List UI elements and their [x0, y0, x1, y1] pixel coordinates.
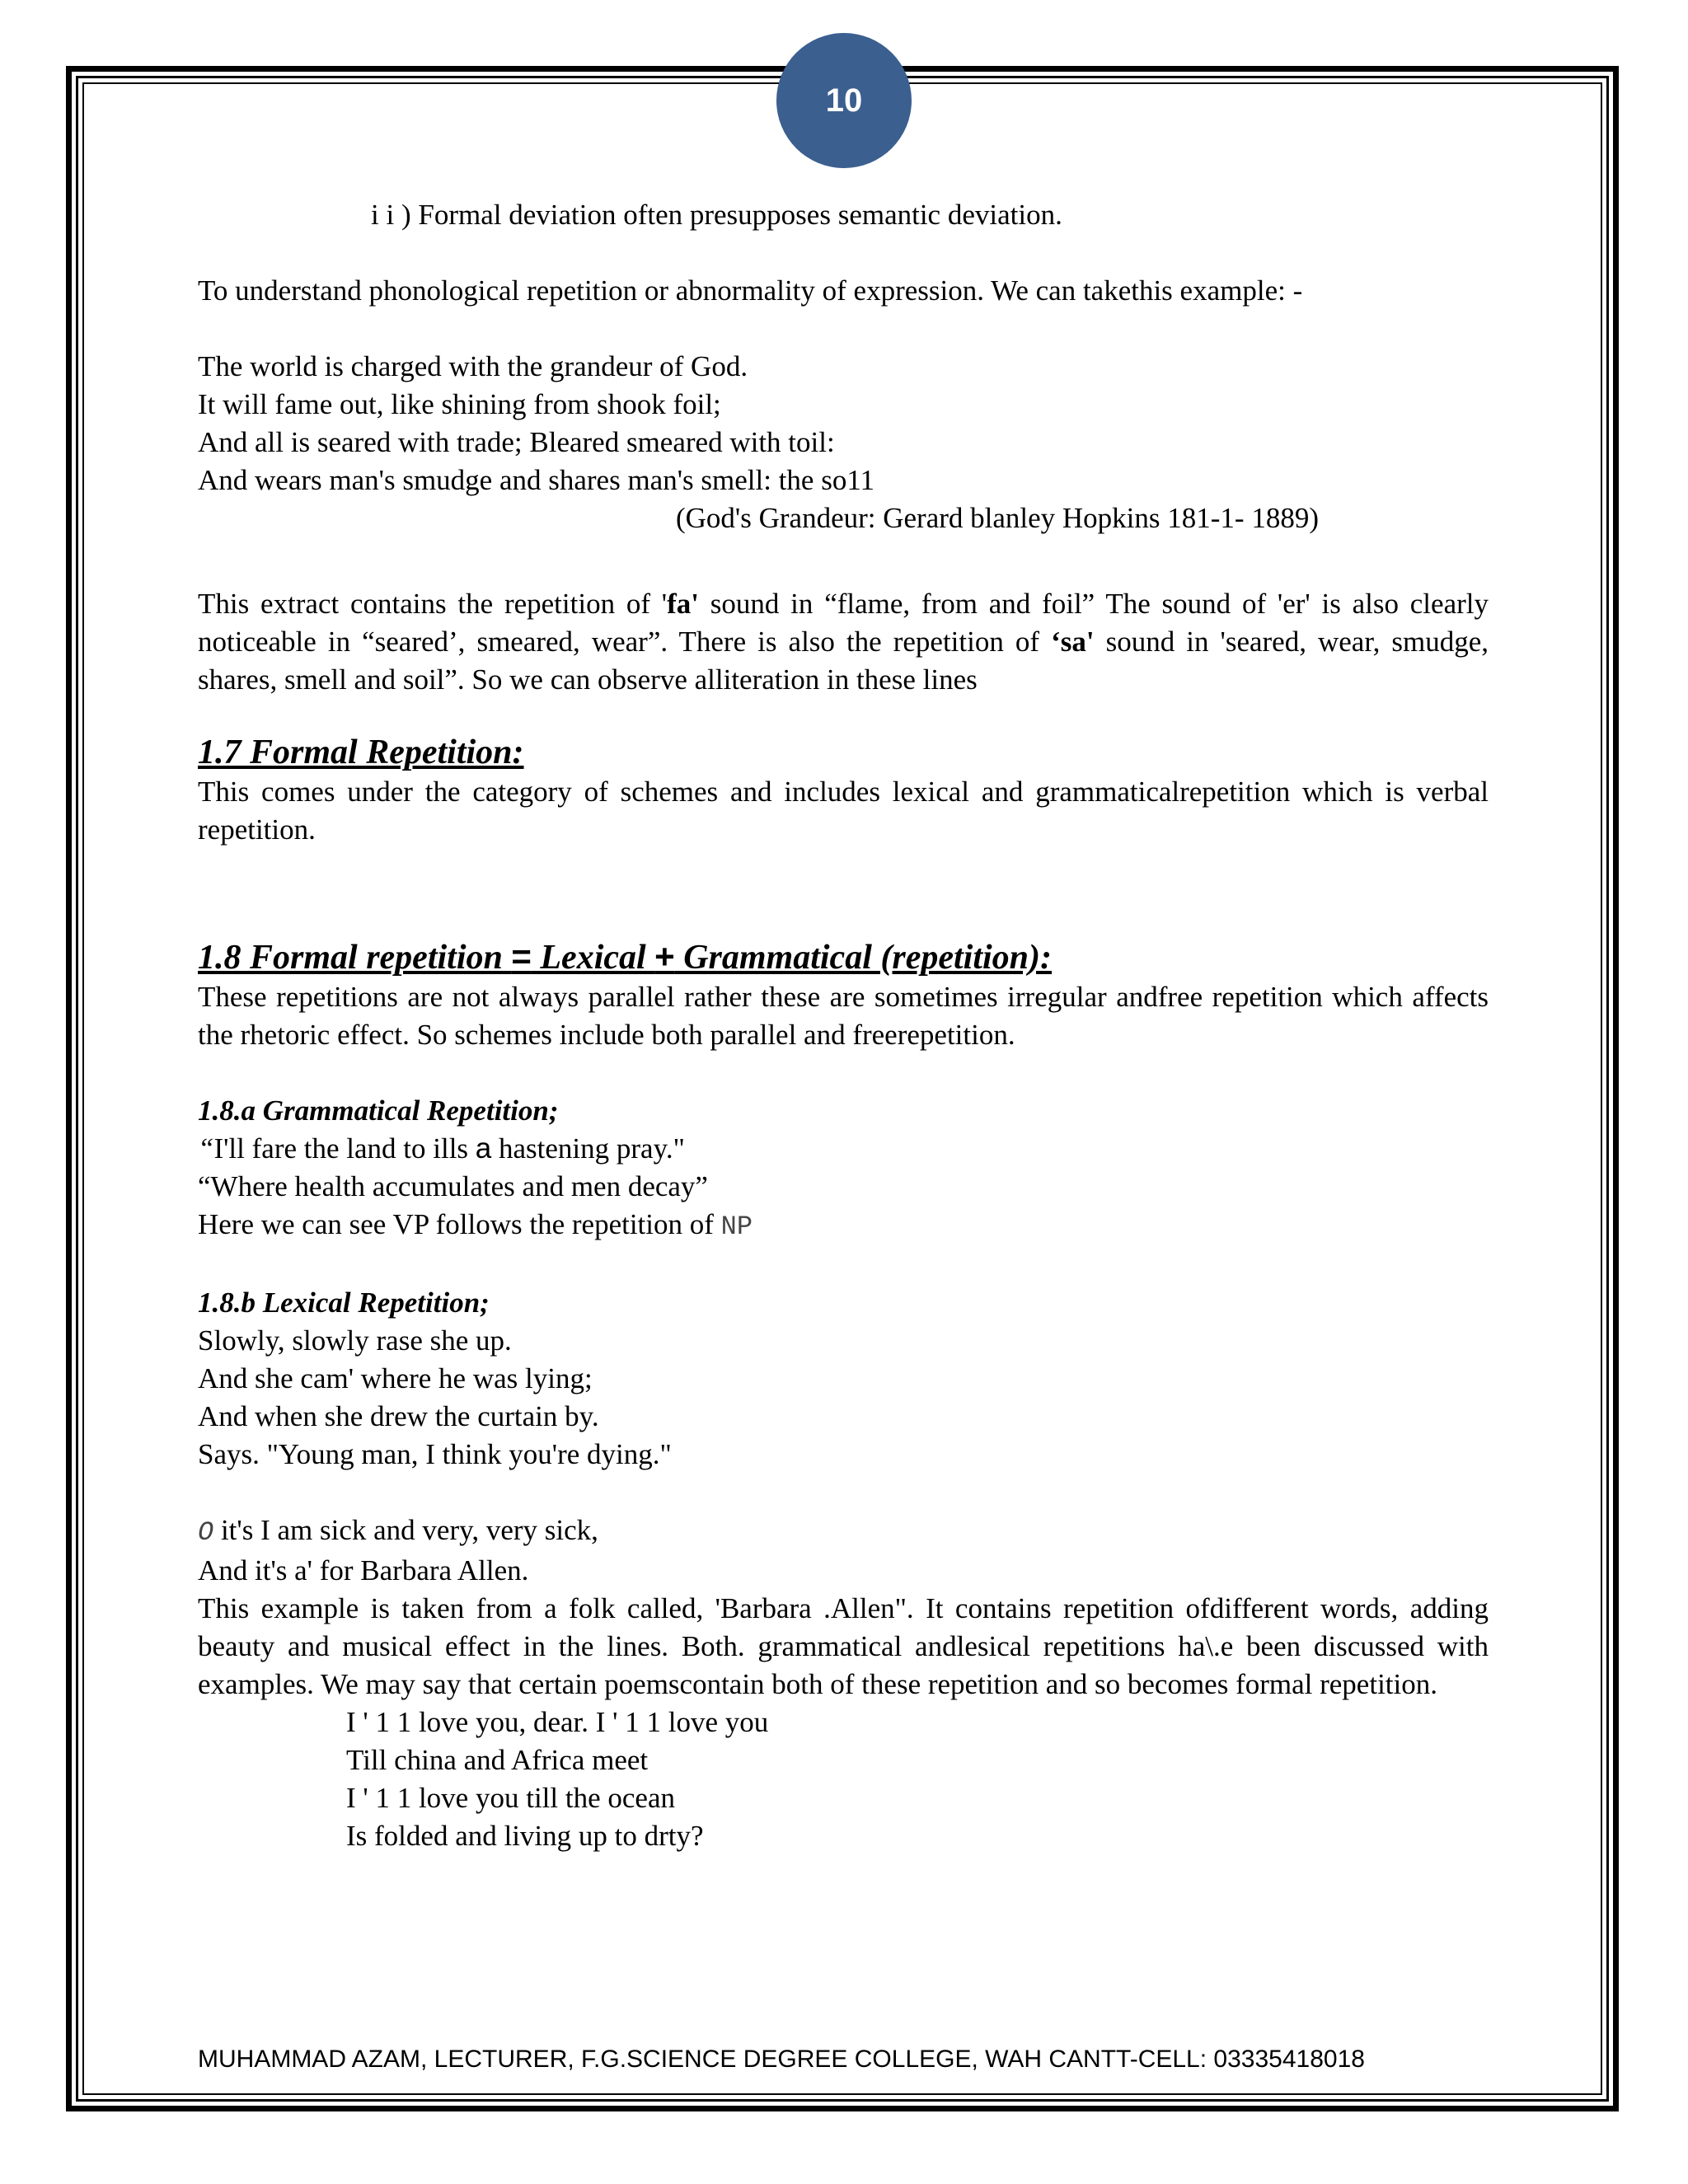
deviation-line: i i ) Formal deviation often presupposes semantic deviation.	[371, 199, 1062, 231]
heading-1-7: 1.7 Formal Repetition:	[198, 733, 524, 771]
poem-love-you	[198, 1704, 1489, 1855]
poem-line: It will fame out, like shining from shook foil;	[198, 388, 721, 420]
heading-1-8: 1.8 Formal repetition = Lexical + Grammatical (repetition):	[198, 937, 1052, 977]
poem-line: Till china and Africa meet	[346, 1744, 649, 1776]
schemes-paragraph: These repetitions are not always parallel rather these are sometimes irregular andfree repetition which affects the rhetoric effect. So schemes include both parallel and freerepetition.	[198, 981, 1489, 1051]
heading-1-8-a: 1.8.a Grammatical Repetition;	[198, 1094, 559, 1127]
poem-line: And wears man's smudge and shares man's smell: the so11	[198, 464, 875, 496]
alliteration-paragraph: This extract contains the repetition of 'fa' sound in “flame, from and foil” The sound of 'er' is also clearly noticeable in “seared’, smeared, wear”. There is also the repetition of ‘sa' sound in 'seared, wear, smudge, shares, smell and soil”. So we can observe alliteration in these lines	[198, 588, 1489, 696]
heading-1-8-b: 1.8.b Lexical Repetition;	[198, 1286, 490, 1319]
grammatical-example-1: “I'll fare the land to ills a hastening pray."	[198, 1132, 685, 1165]
poem-gods-grandeur	[198, 348, 1489, 537]
formal-repetition-paragraph: This comes under the category of schemes and includes lexical and grammaticalrepetition which is verbal repetition.	[198, 776, 1489, 846]
page-footer: MUHAMMAD AZAM, LECTURER, F.G.SCIENCE DEGREE COLLEGE, WAH CANTT-CELL: 03335418018	[198, 2046, 1365, 2073]
page-number-badge	[776, 33, 912, 168]
barbara-allen-paragraph: This example is taken from a folk called, 'Barbara .Allen". It contains repetition ofdifferent words, adding beauty and musical effect in the lines. Both. grammatical andlesical repetitions ha\.e been discussed with examples. We may say that certain poemscontain both of these repetition and so becomes formal repetition.	[198, 1592, 1489, 1700]
poem-line: And all is seared with trade; Bleared smeared with toil:	[198, 426, 835, 458]
poem-line: I ' 1 1 love you till the ocean	[346, 1782, 675, 1814]
lexical-line: And she cam' where he was lying;	[198, 1362, 593, 1394]
lexical-line: And it's a' for Barbara Allen.	[198, 1554, 529, 1586]
poem-line: Is folded and living up to drty?	[346, 1820, 704, 1852]
lexical-line: Says. "Young man, I think you're dying."	[198, 1438, 672, 1470]
poem-line: The world is charged with the grandeur of God.	[198, 350, 748, 382]
lexical-line: O it's I am sick and very, very sick,	[198, 1514, 598, 1548]
poem-line: I ' 1 1 love you, dear. I ' 1 1 love you	[346, 1706, 769, 1738]
page-number: 10	[825, 82, 863, 119]
document-body	[198, 196, 1489, 1855]
lexical-line: And when she drew the curtain by.	[198, 1400, 599, 1432]
poem-citation: (God's Grandeur: Gerard blanley Hopkins 181-1- 1889)	[676, 502, 1319, 534]
lexical-line: Slowly, slowly rase she up.	[198, 1324, 512, 1357]
grammatical-note: Here we can see VP follows the repetition of NP	[198, 1208, 753, 1242]
intro-line: To understand phonological repetition or abnormality of expression. We can takethis example: -	[198, 274, 1303, 307]
grammatical-example-2: “Where health accumulates and men decay”	[198, 1170, 708, 1202]
